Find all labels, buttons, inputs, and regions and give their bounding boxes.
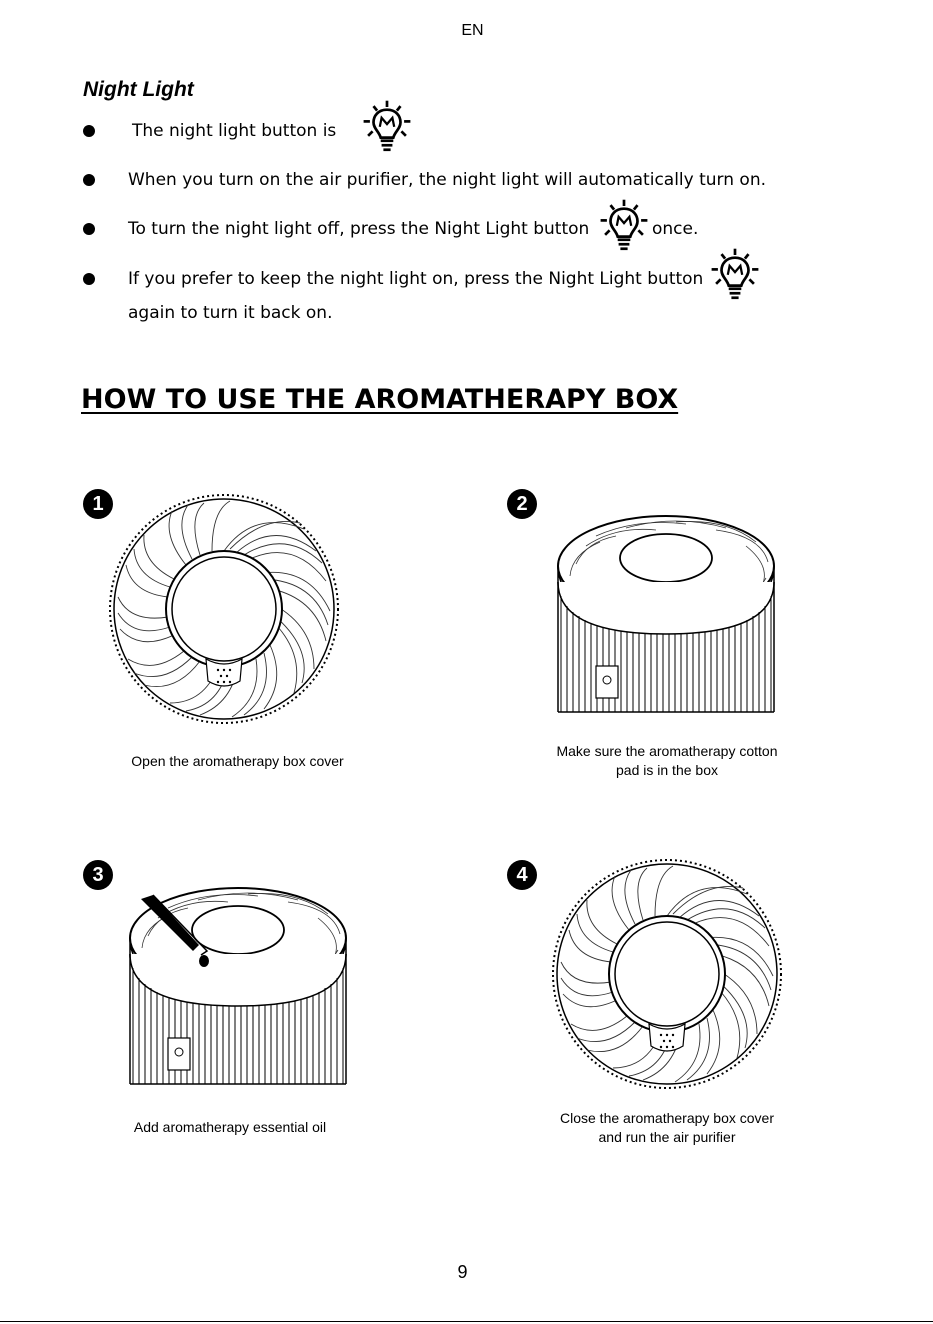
lightbulb-m-icon	[708, 243, 762, 303]
step-number-2: 2	[507, 489, 537, 519]
step-4-caption: Close the aromatherapy box cover and run the air purifier	[560, 1110, 774, 1145]
aromatherapy-heading: HOW TO USE THE AROMATHERAPY BOX	[81, 384, 679, 415]
step-1-caption: Open the aromatherapy box cover	[131, 753, 344, 769]
step-3-caption: Add aromatherapy essential oil	[133, 1119, 327, 1135]
bullet-3-text: To turn the night light off, press the Night Light button	[128, 219, 590, 239]
language-code: EN	[461, 22, 484, 39]
bullet-dot	[83, 223, 95, 235]
bullet-4-text: If you prefer to keep the night light on, press the Night Light button	[128, 269, 704, 289]
bullet-1-text: The night light button is	[132, 121, 337, 141]
bullet-2-text: When you turn on the air purifier, the night light will automatically turn on.	[128, 170, 767, 190]
step-number-4: 4	[507, 860, 537, 890]
lightbulb-m-icon	[360, 95, 414, 155]
bullet-dot	[83, 125, 95, 137]
purifier-top-view-open	[104, 489, 344, 729]
page-bottom-rule	[0, 1321, 933, 1322]
lightbulb-m-icon	[597, 194, 651, 254]
dropper-icon	[133, 893, 219, 969]
bullet-3-text-end: once.	[652, 219, 699, 239]
purifier-top-view-closed	[547, 854, 787, 1094]
bullet-4-text-continued: again to turn it back on.	[128, 303, 333, 323]
step-number-3: 3	[83, 860, 113, 890]
bullet-dot	[83, 273, 95, 285]
night-light-title: Night Light	[83, 78, 194, 101]
step-2-caption: Make sure the aromatherapy cotton pad is in the box	[556, 743, 778, 778]
bullet-dot	[83, 174, 95, 186]
step-number-1: 1	[83, 489, 113, 519]
page-number: 9	[457, 1262, 468, 1282]
purifier-side-view	[556, 506, 776, 716]
